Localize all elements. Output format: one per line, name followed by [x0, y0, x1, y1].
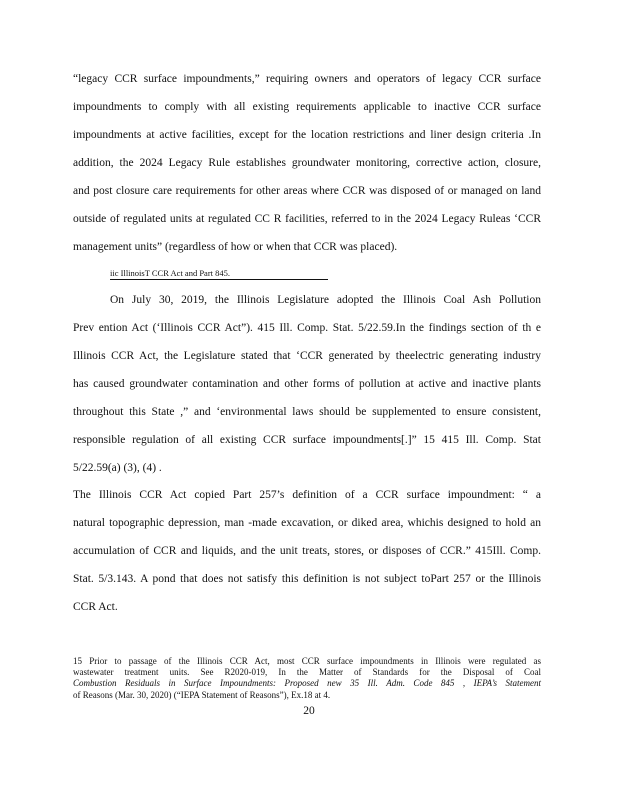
- footnote-line-4: of Reasons (Mar. 30, 2020) (“IEPA Statement of Reasons”), Ex.18 at 4.: [73, 690, 331, 700]
- footnote-line-2: wastewater treatment units. See R2020-019, In the Matter of Standards for the Disposal of Coal: [73, 667, 541, 677]
- paragraph1-line-3: impoundments at active facilities, except for the location restrictions and liner design criteria .In: [73, 129, 541, 141]
- paragraph1-line-5: and post closure care requirements for other areas where CCR was disposed of or managed on land: [73, 185, 541, 197]
- paragraph1-line-1: “legacy CCR surface impoundments,” requiring owners and operators of legacy CCR surface: [73, 73, 541, 85]
- paragraph3-line-3: accumulation of CCR and liquids, and the unit treats, stores, or disposes of CCR.” 415Ill. Comp.: [73, 545, 541, 557]
- footnote-line-1: 15 Prior to passage of the Illinois CCR Act, most CCR surface impoundments in Illinois were regulated as: [73, 656, 541, 666]
- paragraph3-line-2: natural topographic depression, man -made excavation, or diked area, whichis designed to hold an: [73, 517, 541, 529]
- paragraph2-line-2: Prev ention Act (‘Illinois CCR Act”). 415 Ill. Comp. Stat. 5/22.59.In the findings section of th e: [73, 322, 541, 334]
- paragraph3-line-4: Stat. 5/3.143. A pond that does not satisfy this definition is not subject toPart 257 or the Illinois: [73, 573, 541, 585]
- paragraph1-line-4: addition, the 2024 Legacy Rule establishes groundwater monitoring, corrective action, closure,: [73, 157, 541, 169]
- paragraph2-line-1: On July 30, 2019, the Illinois Legislature adopted the Illinois Coal Ash Pollution: [110, 294, 541, 306]
- page-number: 20: [303, 705, 315, 717]
- paragraph1-line-7: management units” (regardless of how or when that CCR was placed).: [73, 241, 398, 253]
- paragraph2-line-6: responsible regulation of all existing CCR surface impoundments[.]” 15 415 Ill. Comp. Stat: [73, 434, 541, 446]
- paragraph1-line-2: impoundments to comply with all existing requirements applicable to inactive CCR surface: [73, 101, 541, 113]
- paragraph1-line-6: outside of regulated units at regulated CC R facilities, referred to in the 2024 Legacy Ruleas ‘CCR: [73, 213, 541, 225]
- paragraph3-line-1: The Illinois CCR Act copied Part 257’s definition of a CCR surface impoundment: “ a: [73, 489, 541, 501]
- paragraph3-line-5: CCR Act.: [73, 601, 118, 613]
- paragraph2-line-7: 5/22.59(a) (3), (4) .: [73, 462, 162, 474]
- paragraph2-line-3: Illinois CCR Act, the Legislature stated that ‘CCR generated by theelectric generating industry: [73, 350, 541, 362]
- heading-underline: [110, 279, 328, 280]
- paragraph2-line-5: throughout this State ,” and ‘environmental laws should be supplemented to ensure consistent,: [73, 406, 541, 418]
- footnote-line-3: Combustion Residuals in Surface Impoundments: Proposed new 35 Ill. Adm. Code 845 , IEPA’s Statement: [73, 678, 541, 688]
- section-heading: iic IllinoisT CCR Act and Part 845.: [110, 268, 231, 278]
- paragraph2-line-4: has caused groundwater contamination and other forms of pollution at active and inactive plants: [73, 378, 541, 390]
